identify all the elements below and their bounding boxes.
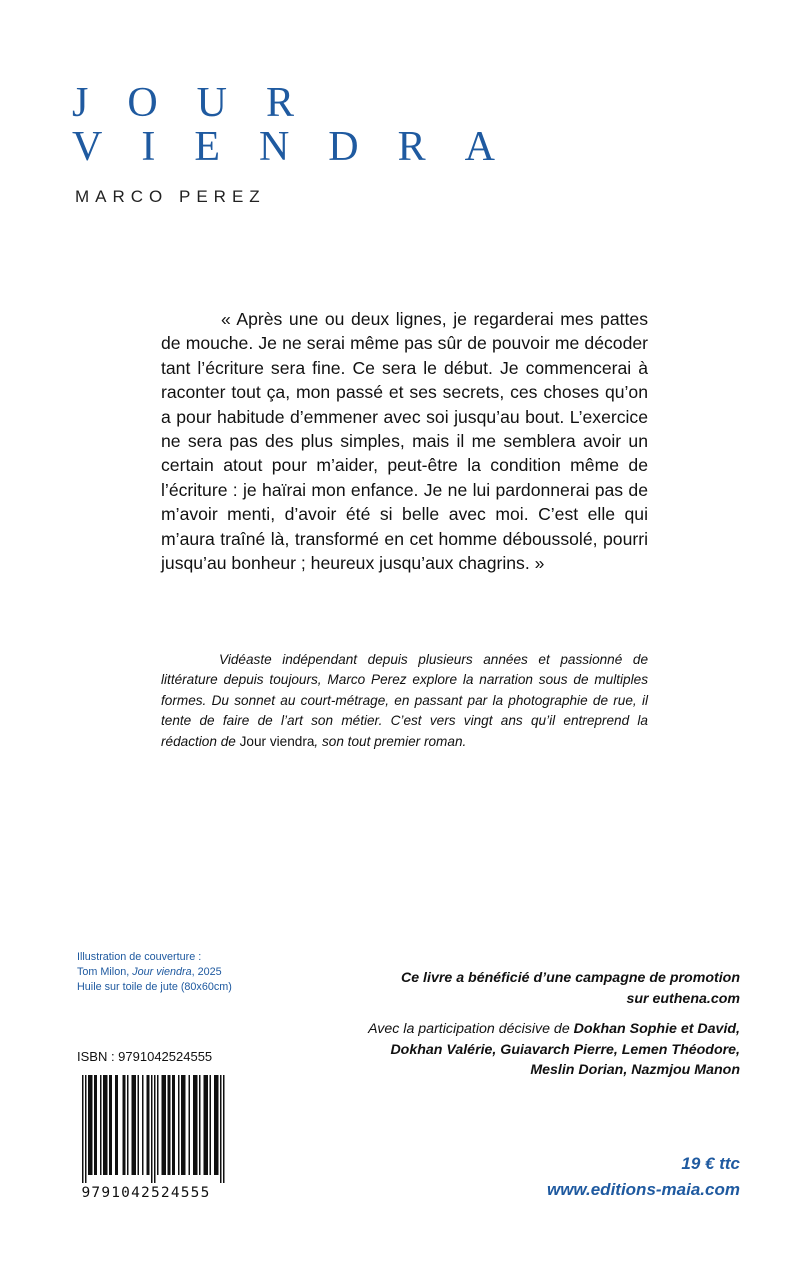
barcode-bar: [82, 1075, 84, 1183]
barcode-bar: [199, 1075, 201, 1175]
barcode-bar: [127, 1075, 129, 1175]
barcode-bar: [147, 1075, 149, 1175]
price: 19 € ttc: [681, 1154, 740, 1173]
barcode-bar: [189, 1075, 191, 1175]
barcode-bar: [103, 1075, 105, 1175]
barcode-bar: [105, 1075, 107, 1175]
bio-book-title: Jour viendra: [239, 733, 315, 749]
participation-line-2: [300, 1040, 740, 1061]
barcode-bar: [216, 1075, 218, 1175]
barcode-bar: [172, 1075, 174, 1175]
barcode-bar: [214, 1075, 216, 1175]
barcode-bar: [183, 1075, 185, 1175]
publisher-website: www.editions-maia.com: [546, 1180, 740, 1199]
barcode-bar: [210, 1075, 212, 1175]
illustration-medium: Huile sur toile de jute (80x60cm): [77, 981, 232, 993]
barcode-bar: [115, 1075, 117, 1175]
book-title-line-1: JOUR: [72, 80, 334, 126]
barcode-bar: [124, 1075, 126, 1175]
author-bio: [161, 650, 648, 752]
bio-text-start: Vidéaste indépendant depuis plusieurs années et passionné de littérature depuis toujours, Marco Perez explore la narration sous de multiples formes. Du sonnet au court-métrage, en passant par la photographie de rue, il tente de faire de l’art son métier. C’est vers vingt ans qu’il entreprend la rédaction de: [161, 652, 648, 749]
barcode-bar: [184, 1075, 186, 1175]
barcode-bar: [168, 1075, 170, 1175]
barcode-bar: [106, 1075, 108, 1175]
barcode-bar: [220, 1075, 222, 1183]
barcode-bar: [207, 1075, 209, 1175]
barcode-bar: [223, 1075, 225, 1183]
illustration-artist: Tom Milon,: [77, 966, 130, 978]
barcode-bar: [96, 1075, 98, 1175]
promo-line-2: sur euthena.com: [626, 990, 740, 1007]
promo-line-1: Ce livre a bénéficié d’une campagne de promotion: [400, 970, 740, 986]
book-title-line-2: VIENDRA: [72, 124, 534, 170]
barcode-bar: [169, 1075, 171, 1175]
participation-credits: [300, 1019, 740, 1081]
bio-text-end: , son tout premier roman.: [314, 733, 467, 749]
excerpt-text: « Après une ou deux lignes, je regarderai mes pattes de mouche. Je ne serai même pas sûr de pouvoir me décoder tant l’écriture sera fine. Ce sera le début. Je commencerai à raconter tout ça, mon passé et ses secrets, ces choses qu’on a pour habitude d’emmener avec soi jusqu’au bout. L’exercice ne sera pas des plus simples, mais il me semblera avoir un certain atout pour m’aider, peut-être la condition même de l’écriture : je haïrai mon enfance. Je ne lui pardonnerai pas de m’avoir menti, d’avoir été si belle avec moi. C’est elle qui m’aura traîné là, transformé en cet homme déboussolé, pourri jusqu’au bonheur ; heureux jusqu’aux chagrins. »: [161, 309, 648, 574]
barcode-bar: [165, 1075, 167, 1175]
barcode-bar: [162, 1075, 164, 1175]
barcode-bar: [217, 1075, 219, 1175]
barcode-bar: [88, 1075, 90, 1175]
barcode-bar: [135, 1075, 137, 1175]
barcode-bar: [94, 1075, 96, 1175]
barcode-bar: [111, 1075, 113, 1175]
barcode-bar: [91, 1075, 93, 1175]
excerpt-quote: [161, 307, 648, 575]
barcode-bar: [123, 1075, 125, 1175]
barcode-bar: [148, 1075, 150, 1175]
barcode-bar: [142, 1075, 144, 1175]
barcode-bar: [100, 1075, 102, 1175]
participation-names-3: Meslin Dorian, Nazmjou Manon: [530, 1062, 740, 1078]
barcode-bar: [163, 1075, 165, 1175]
barcode-bar: [196, 1075, 198, 1175]
promotion-notice: [320, 968, 740, 1009]
participation-intro: Avec la participation décisive de: [368, 1021, 574, 1037]
barcode: [68, 1073, 228, 1203]
participation-line-1: [300, 1019, 740, 1040]
participation-names-2: Dokhan Valérie, Guiavarch Pierre, Lemen Théodore,: [390, 1041, 740, 1058]
cover-illustration-credit: [77, 950, 232, 995]
barcode-bar: [181, 1075, 183, 1175]
author-name: MARCO PEREZ: [75, 187, 266, 206]
barcode-bar: [90, 1075, 92, 1175]
barcode-bar: [138, 1075, 140, 1175]
barcode-bar: [109, 1075, 111, 1175]
barcode-bar: [174, 1075, 176, 1175]
barcode-bar: [117, 1075, 119, 1175]
illustration-year: , 2025: [191, 966, 222, 978]
barcode-bar: [205, 1075, 207, 1175]
barcode-bar: [132, 1075, 134, 1175]
barcode-bar: [133, 1075, 135, 1175]
barcode-bar: [157, 1075, 159, 1175]
barcode-bars: [82, 1075, 225, 1183]
barcode-bar: [193, 1075, 195, 1175]
illustration-label: Illustration de couverture :: [77, 951, 202, 963]
participation-line-3: [300, 1060, 740, 1081]
barcode-bar: [151, 1075, 153, 1183]
barcode-bar: [85, 1075, 87, 1183]
illustration-artist-line: [77, 965, 232, 980]
barcode-bar: [204, 1075, 206, 1175]
barcode-bar: [195, 1075, 197, 1175]
participation-names-1: Dokhan Sophie et David,: [573, 1021, 740, 1037]
barcode-bar: [154, 1075, 156, 1183]
illustration-work: Jour viendra: [132, 966, 192, 978]
isbn-label: ISBN : 9791042524555: [77, 1049, 213, 1064]
barcode-digits: 9791042524555: [81, 1185, 211, 1201]
barcode-bar: [178, 1075, 180, 1175]
